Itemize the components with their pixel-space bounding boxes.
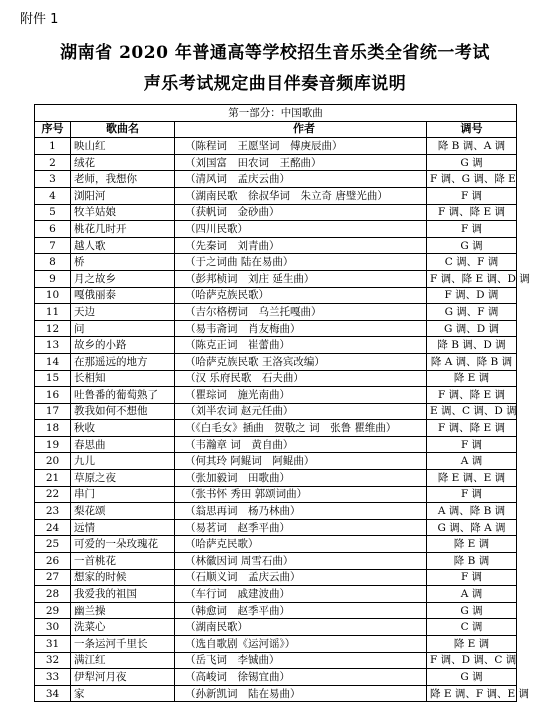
song-name: 远情 bbox=[71, 519, 175, 536]
table-row bbox=[35, 237, 517, 254]
table-row bbox=[35, 254, 517, 271]
song-key: C 调、F 调 bbox=[427, 254, 517, 271]
header-key: 调号 bbox=[427, 121, 517, 138]
table-row bbox=[35, 387, 517, 404]
part-title: 第一部分：中国歌曲 bbox=[35, 105, 517, 122]
table-row bbox=[35, 138, 517, 155]
header-song: 歌曲名 bbox=[71, 121, 175, 138]
table-row bbox=[35, 221, 517, 238]
row-number: 24 bbox=[35, 519, 71, 536]
row-number: 27 bbox=[35, 569, 71, 586]
row-number: 16 bbox=[35, 387, 71, 404]
song-name: 伊犁河月夜 bbox=[71, 669, 175, 686]
song-author: （何其玲 阿鲲词 阿鲲曲） bbox=[175, 453, 427, 470]
song-name: 秋收 bbox=[71, 420, 175, 437]
attachment-label: 附件 1 bbox=[20, 12, 59, 27]
song-author: （彭邦桢词 刘庄 延生曲） bbox=[175, 270, 427, 287]
header-author: 作者 bbox=[175, 121, 427, 138]
table-row bbox=[35, 486, 517, 503]
row-number: 29 bbox=[35, 602, 71, 619]
table-row bbox=[35, 619, 517, 636]
song-author: （湖南民歌 徐叔华词 朱立奇 唐璧光曲） bbox=[175, 187, 427, 204]
song-name: 想家的时候 bbox=[71, 569, 175, 586]
row-number: 15 bbox=[35, 370, 71, 387]
table-row bbox=[35, 436, 517, 453]
song-key: G 调、降 A 调 bbox=[427, 519, 517, 536]
song-name: 长相知 bbox=[71, 370, 175, 387]
table-row bbox=[35, 602, 517, 619]
song-key: G 调、D 调 bbox=[427, 320, 517, 337]
table-row bbox=[35, 569, 517, 586]
song-author: （哈萨克族民歌） bbox=[175, 287, 427, 304]
song-name: 我爱我的祖国 bbox=[71, 586, 175, 603]
table-row bbox=[35, 353, 517, 370]
song-name: 天边 bbox=[71, 304, 175, 321]
song-name: 洗菜心 bbox=[71, 619, 175, 636]
song-author: （翁思再词 杨乃林曲） bbox=[175, 503, 427, 520]
song-name: 满江红 bbox=[71, 652, 175, 669]
song-author: （韩愈词 赵季平曲） bbox=[175, 602, 427, 619]
song-key: F 调、降 E 调 bbox=[427, 420, 517, 437]
song-author: （湖南民歌） bbox=[175, 619, 427, 636]
row-number: 26 bbox=[35, 553, 71, 570]
row-number: 30 bbox=[35, 619, 71, 636]
table-row bbox=[35, 586, 517, 603]
document-subtitle: 声乐考试规定曲目伴奏音频库说明 bbox=[143, 74, 407, 94]
song-name: 映山红 bbox=[71, 138, 175, 155]
song-key: 降 B 调 bbox=[427, 553, 517, 570]
row-number: 7 bbox=[35, 237, 71, 254]
song-key: F 调、降 E 调、D 调 bbox=[427, 270, 517, 287]
song-name: 草原之夜 bbox=[71, 470, 175, 487]
song-key: G 调 bbox=[427, 154, 517, 171]
song-author: （张加毅词 田歌曲） bbox=[175, 470, 427, 487]
song-author: （孙新凯词 陆在易曲） bbox=[175, 685, 427, 702]
song-key: 降 B 调、A 调 bbox=[427, 138, 517, 155]
table-row bbox=[35, 669, 517, 686]
song-key: F 调 bbox=[427, 486, 517, 503]
song-key: G 调 bbox=[427, 669, 517, 686]
song-key: E 调、C 调、D 调 bbox=[427, 403, 517, 420]
song-author: （清风词 孟庆云曲） bbox=[175, 171, 427, 188]
song-key: 降 B 调、D 调 bbox=[427, 337, 517, 354]
song-name: 可爱的一朵玫瑰花 bbox=[71, 536, 175, 553]
song-key: F 调 bbox=[427, 221, 517, 238]
song-author: （易茗词 赵季平曲） bbox=[175, 519, 427, 536]
song-key: A 调 bbox=[427, 453, 517, 470]
song-name: 九儿 bbox=[71, 453, 175, 470]
song-name: 吐鲁番的葡萄熟了 bbox=[71, 387, 175, 404]
song-author: （《白毛女》插曲 贺敬之 词 张鲁 瞿维曲） bbox=[175, 420, 427, 437]
song-name: 浏阳河 bbox=[71, 187, 175, 204]
song-author: （哈萨克民歌） bbox=[175, 536, 427, 553]
song-name: 问 bbox=[71, 320, 175, 337]
table-row bbox=[35, 287, 517, 304]
table-row bbox=[35, 519, 517, 536]
row-number: 2 bbox=[35, 154, 71, 171]
row-number: 1 bbox=[35, 138, 71, 155]
song-author: （刘国富 田农词 王酩曲） bbox=[175, 154, 427, 171]
song-key: G 调 bbox=[427, 602, 517, 619]
song-key: 降 E 调 bbox=[427, 370, 517, 387]
song-name: 春思曲 bbox=[71, 436, 175, 453]
song-key: 降 A 调、降 B 调 bbox=[427, 353, 517, 370]
table-row bbox=[35, 320, 517, 337]
song-key: F 调 bbox=[427, 187, 517, 204]
song-name: 老师，我想你 bbox=[71, 171, 175, 188]
row-number: 32 bbox=[35, 652, 71, 669]
row-number: 6 bbox=[35, 221, 71, 238]
row-number: 28 bbox=[35, 586, 71, 603]
song-author: （陈程词 王愿坚词 傅庚辰曲） bbox=[175, 138, 427, 155]
song-name: 桃花几时开 bbox=[71, 221, 175, 238]
song-author: （高峻词 徐锡宜曲） bbox=[175, 669, 427, 686]
song-author: （车行词 戚建波曲） bbox=[175, 586, 427, 603]
song-author: （于之词曲 陆在易曲） bbox=[175, 254, 427, 271]
row-number: 17 bbox=[35, 403, 71, 420]
row-number: 22 bbox=[35, 486, 71, 503]
song-name: 牧羊姑娘 bbox=[71, 204, 175, 221]
table-row bbox=[35, 536, 517, 553]
row-number: 12 bbox=[35, 320, 71, 337]
table-row bbox=[35, 403, 517, 420]
row-number: 14 bbox=[35, 353, 71, 370]
row-number: 18 bbox=[35, 420, 71, 437]
song-author: （易韦斋词 肖友梅曲） bbox=[175, 320, 427, 337]
row-number: 31 bbox=[35, 636, 71, 653]
song-author: （刘半农词 赵元任曲） bbox=[175, 403, 427, 420]
song-author: （四川民歌） bbox=[175, 221, 427, 238]
row-number: 13 bbox=[35, 337, 71, 354]
song-key: F 调、G 调、降 E bbox=[427, 171, 517, 188]
song-name: 家 bbox=[71, 685, 175, 702]
document-title: 湖南省 2020 年普通高等学校招生音乐类全省统一考试 bbox=[60, 43, 490, 63]
header-no: 序号 bbox=[35, 121, 71, 138]
row-number: 25 bbox=[35, 536, 71, 553]
table-row bbox=[35, 503, 517, 520]
table-row bbox=[35, 270, 517, 287]
song-author: （选自歌剧《运河谣》） bbox=[175, 636, 427, 653]
song-name: 教我如何不想他 bbox=[71, 403, 175, 420]
table-row bbox=[35, 204, 517, 221]
song-name: 在那遥远的地方 bbox=[71, 353, 175, 370]
song-name: 梨花颂 bbox=[71, 503, 175, 520]
song-key: G 调、F 调 bbox=[427, 304, 517, 321]
song-key: 降 E 调、E 调 bbox=[427, 470, 517, 487]
row-number: 19 bbox=[35, 436, 71, 453]
table-row bbox=[35, 171, 517, 188]
song-name: 幽兰操 bbox=[71, 602, 175, 619]
table-row bbox=[35, 370, 517, 387]
song-author: （汉 乐府民歌 石夫曲） bbox=[175, 370, 427, 387]
row-number: 33 bbox=[35, 669, 71, 686]
row-number: 8 bbox=[35, 254, 71, 271]
song-name: 越人歌 bbox=[71, 237, 175, 254]
row-number: 3 bbox=[35, 171, 71, 188]
song-key: F 调、降 E 调 bbox=[427, 387, 517, 404]
song-key: A 调 bbox=[427, 586, 517, 603]
song-author: （岳飞词 李铖曲） bbox=[175, 652, 427, 669]
song-author: （吉尔格楞词 乌兰托嘎曲） bbox=[175, 304, 427, 321]
song-key: A 调、降 B 调 bbox=[427, 503, 517, 520]
table-row bbox=[35, 154, 517, 171]
song-key: 降 E 调 bbox=[427, 536, 517, 553]
song-author: （哈萨克族民歌 王洛宾改编） bbox=[175, 353, 427, 370]
song-author: （瞿琮词 施光南曲） bbox=[175, 387, 427, 404]
song-key: 降 E 调、F 调、E 调 bbox=[427, 685, 517, 702]
song-name: 串门 bbox=[71, 486, 175, 503]
song-author: （先秦词 刘青曲） bbox=[175, 237, 427, 254]
table-row bbox=[35, 420, 517, 437]
song-key: F 调、D 调、C 调 bbox=[427, 652, 517, 669]
row-number: 21 bbox=[35, 470, 71, 487]
song-author: （韦瀚章 词 黄自曲） bbox=[175, 436, 427, 453]
song-key: F 调 bbox=[427, 436, 517, 453]
song-key: G 调 bbox=[427, 237, 517, 254]
row-number: 34 bbox=[35, 685, 71, 702]
row-number: 10 bbox=[35, 287, 71, 304]
row-number: 20 bbox=[35, 453, 71, 470]
song-author: （张书怀 秀田 郭颂词曲） bbox=[175, 486, 427, 503]
song-name: 一首桃花 bbox=[71, 553, 175, 570]
song-name: 故乡的小路 bbox=[71, 337, 175, 354]
row-number: 4 bbox=[35, 187, 71, 204]
song-author: （石顺义词 孟庆云曲） bbox=[175, 569, 427, 586]
song-name: 嘎俄丽泰 bbox=[71, 287, 175, 304]
song-table bbox=[34, 104, 530, 702]
song-name: 月之故乡 bbox=[71, 270, 175, 287]
table-row bbox=[35, 685, 517, 702]
song-key: 降 E 调 bbox=[427, 636, 517, 653]
row-number: 5 bbox=[35, 204, 71, 221]
table-row bbox=[35, 636, 517, 653]
header-row bbox=[35, 121, 517, 138]
song-name: 一条运河千里长 bbox=[71, 636, 175, 653]
row-number: 9 bbox=[35, 270, 71, 287]
table-row bbox=[35, 652, 517, 669]
song-key: F 调、降 E 调 bbox=[427, 204, 517, 221]
song-author: （获帆词 金砂曲） bbox=[175, 204, 427, 221]
song-author: （陈克正词 崔蕾曲） bbox=[175, 337, 427, 354]
song-name: 桥 bbox=[71, 254, 175, 271]
table-row bbox=[35, 553, 517, 570]
song-name: 绒花 bbox=[71, 154, 175, 171]
table-row bbox=[35, 453, 517, 470]
song-key: F 调、D 调 bbox=[427, 287, 517, 304]
table-row bbox=[35, 187, 517, 204]
row-number: 23 bbox=[35, 503, 71, 520]
row-number: 11 bbox=[35, 304, 71, 321]
table-row bbox=[35, 337, 517, 354]
song-key: F 调 bbox=[427, 569, 517, 586]
song-author: （林徽因词 周雪石曲） bbox=[175, 553, 427, 570]
table-row bbox=[35, 304, 517, 321]
part-title-row bbox=[35, 105, 517, 122]
song-key: C 调 bbox=[427, 619, 517, 636]
table-row bbox=[35, 470, 517, 487]
